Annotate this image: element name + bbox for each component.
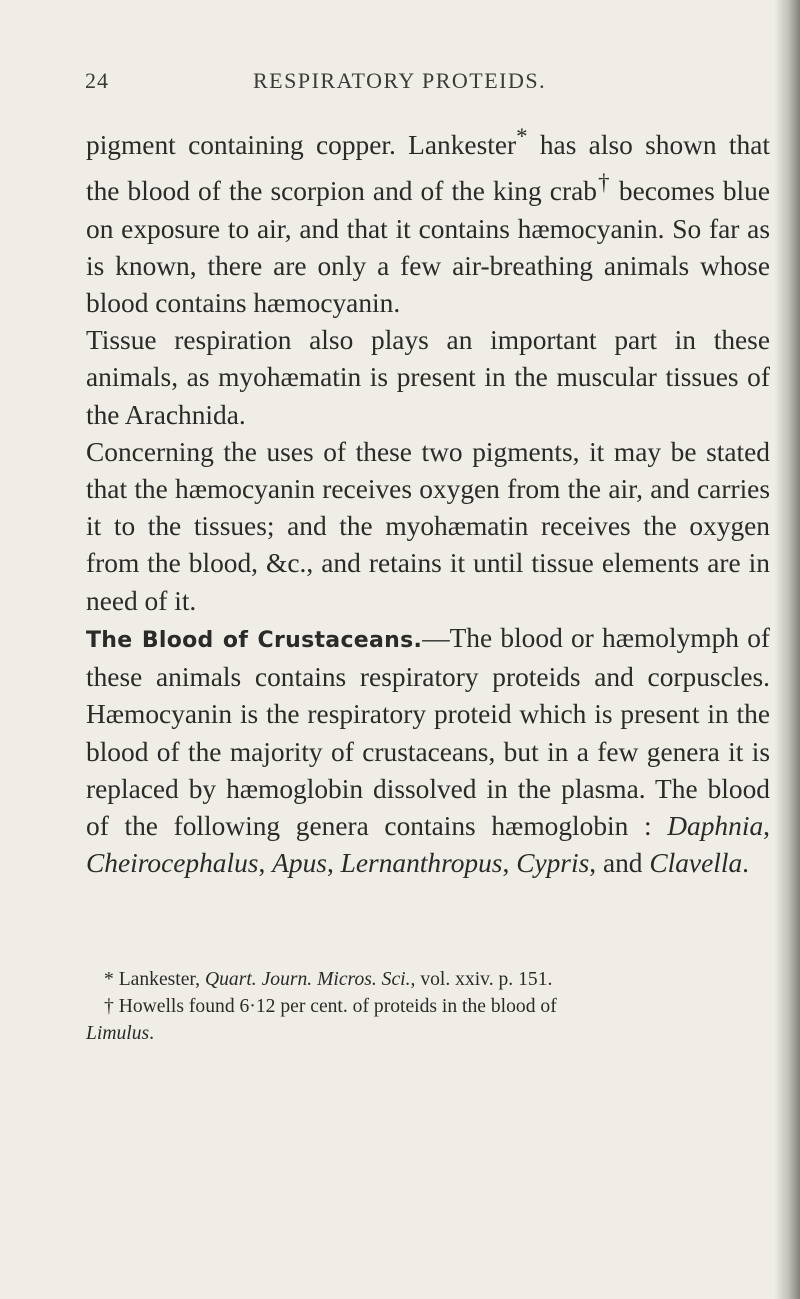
footnote-2-text: Howells found 6·12 per cent. of proteids in the blood of	[113, 996, 557, 1017]
body-text	[86, 118, 770, 882]
paragraph-4	[86, 620, 770, 882]
footnote-1-author: Lankester,	[113, 969, 205, 990]
genus-clavella: Clavella	[649, 848, 743, 879]
genus-apus: Apus	[272, 848, 327, 879]
paragraph-3: Concerning the uses of these two pigments, it may be stated that the hæmocyanin receives oxygen from the air, and carries it to the tissues; and the myohæmatin receives the oxygen from the blood, &c., and retains it until tissue elements are in need of it.	[86, 436, 770, 616]
genus-daphnia: Daphnia	[667, 810, 764, 841]
p1-text-c: becomes blue on exposure to air, and that it contains hæmocyanin. So far as is known, there are only a few air-breathing animals whose blood contains hæmocyanin.	[86, 176, 770, 319]
footnote-marker-2: †	[104, 996, 114, 1017]
p1-text-a: pigment containing copper. Lankester	[86, 130, 517, 161]
genus-lernanthropus: Lernanthropus	[340, 848, 503, 879]
period: .	[742, 848, 750, 879]
footnote-ref-1: *	[516, 124, 528, 149]
genus-cheirocephalus: Cheirocephalus	[86, 848, 259, 879]
footnote-1-journal: Quart. Journ. Micros. Sci.	[204, 969, 411, 990]
footnote-2-continued	[86, 1020, 770, 1047]
p1-text-b: has also shown that the blood of the scorpion and of the king crab	[86, 130, 770, 207]
footnote-2-end: .	[149, 1023, 155, 1044]
section-heading: The Blood of Crustaceans.	[86, 627, 423, 653]
genus-cypris: Cypris	[516, 848, 590, 879]
separator: ,	[326, 848, 341, 879]
page-edge-shadow	[774, 0, 800, 1299]
footnotes	[86, 966, 770, 1047]
footnote-ref-2: †	[596, 170, 611, 196]
running-title: RESPIRATORY PROTEIDS.	[253, 68, 547, 93]
separator-and: , and	[589, 848, 650, 879]
separator: ,	[763, 810, 770, 841]
footnote-marker-1: *	[104, 969, 114, 990]
separator: ,	[502, 848, 517, 879]
separator: ,	[258, 848, 273, 879]
footnote-1	[104, 966, 770, 993]
paragraph-2: Tissue respiration also plays an important part in these animals, as myohæmatin is present in the muscular tissues of the Arachnida.	[86, 325, 770, 430]
footnote-2	[104, 993, 770, 1020]
footnote-1-rest: , vol. xxiv. p. 151.	[410, 969, 553, 990]
paragraph-1	[86, 118, 770, 322]
genus-limulus: Limulus	[86, 1023, 150, 1044]
p4-text: —The blood or hæmolymph of these animals contains respiratory proteids and corpuscles. Hæmocyanin is the respiratory proteid which is present in the blood of the majority of crustaceans, but in a few genera it is replaced by hæmoglobin dissolved in the plasma. The blood of the following genera contains hæmoglobin :	[86, 622, 771, 841]
page-number: 24	[85, 68, 109, 93]
